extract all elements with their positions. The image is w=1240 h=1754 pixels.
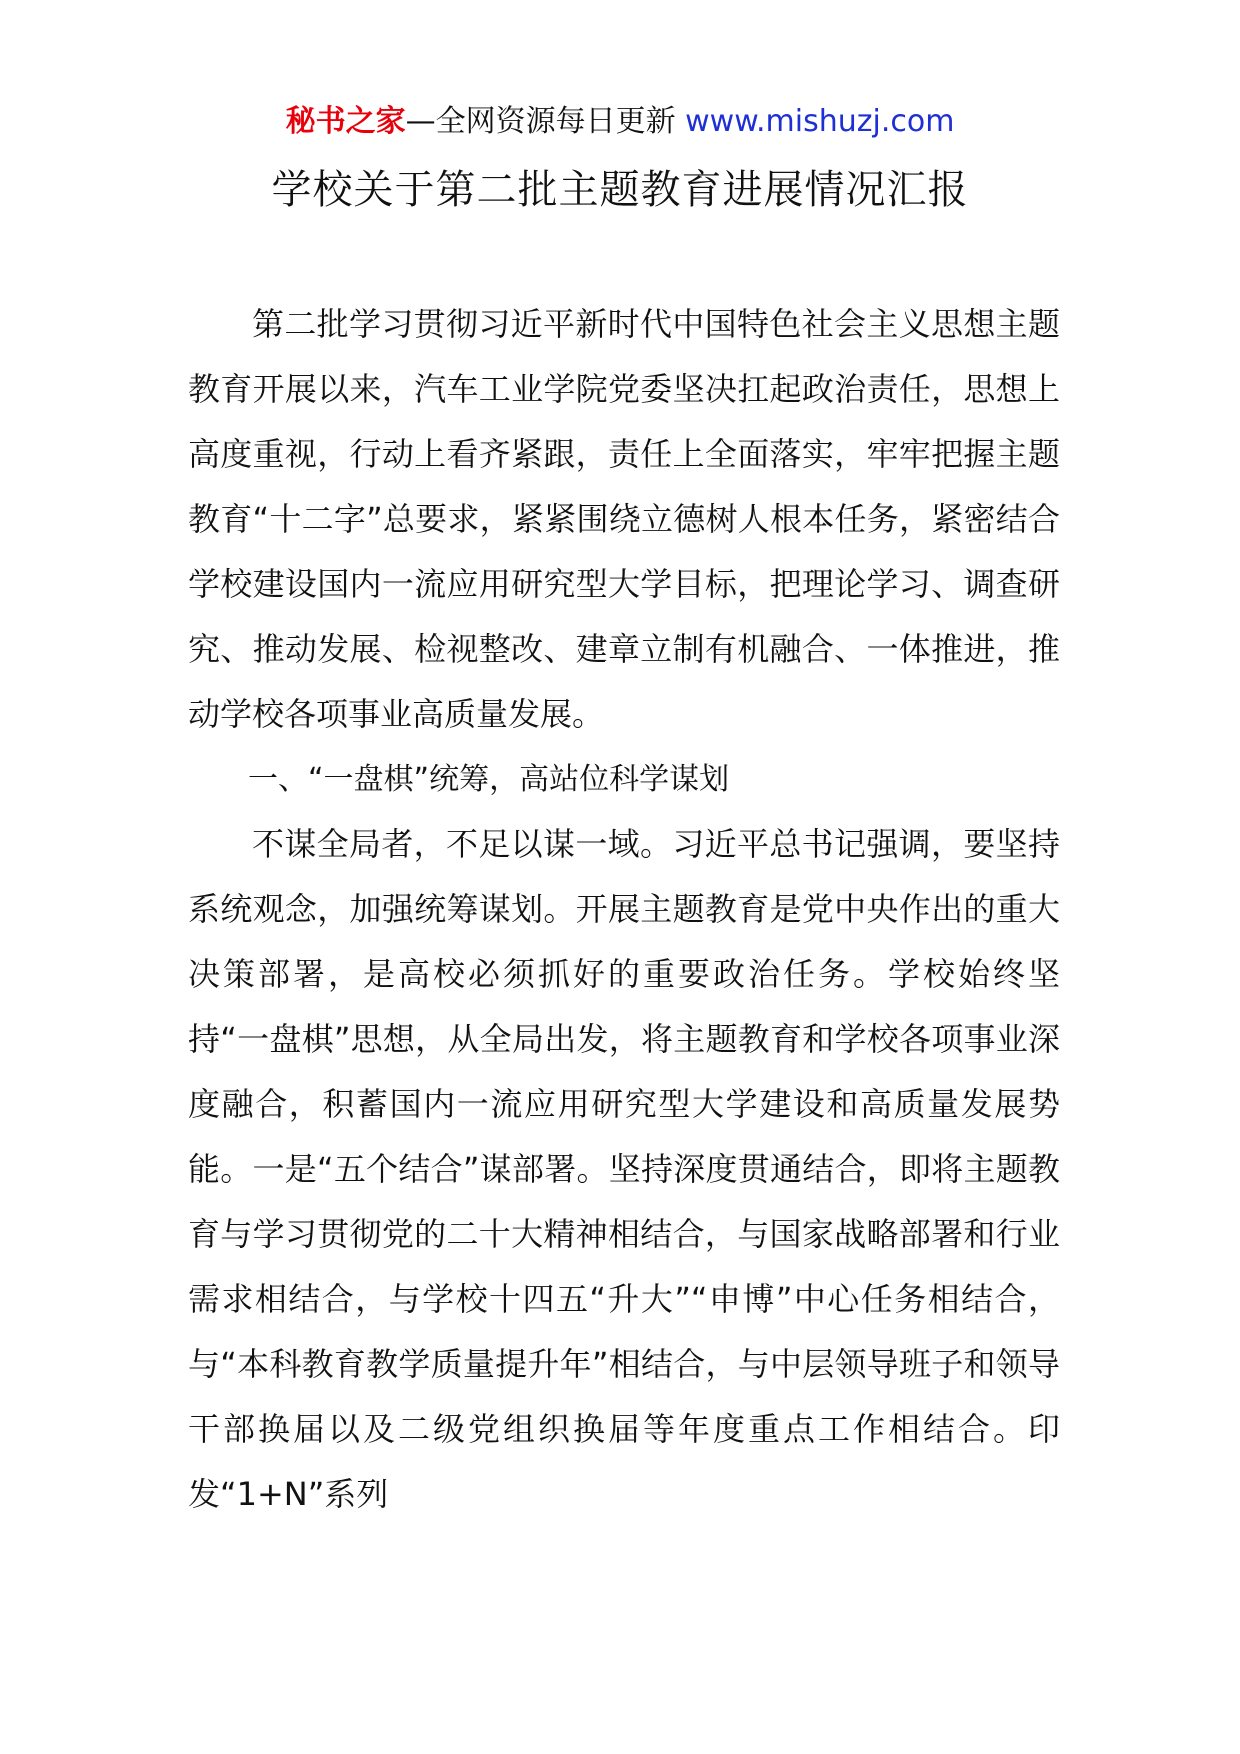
paragraph-intro: 第二批学习贯彻习近平新时代中国特色社会主义思想主题教育开展以来，汽车工业学院党委坚决扛起政治责任，思想上高度重视，行动上看齐紧跟，责任上全面落实，牢牢把握主题教育“十二字”总要求，紧紧围绕立德树人根本任务，紧密结合学校建设国内一流应用研究型大学目标，把理论学习、调查研究、推动发展、检视整改、建章立制有机融合、一体推进，推动学校各项事业高质量发展。 <box>188 305 1060 733</box>
site-url-link[interactable]: www.mishuzj.com <box>685 104 955 139</box>
header-slogan: —全网资源每日更新 <box>405 104 676 139</box>
document-title: 学校关于第二批主题教育进展情况汇报 <box>271 167 969 213</box>
section-heading-1: 一、“一盘棋”统筹，高站位科学谋划 <box>248 762 730 797</box>
paragraph-section-1: 不谋全局者，不足以谋一域。习近平总书记强调，要坚持系统观念，加强统筹谋划。开展主题教育是党中央作出的重大决策部署，是高校必须抓好的重要政治任务。学校始终坚持“一盘棋”思想，从全局出发，将主题教育和学校各项事业深度融合，积蓄国内一流应用研究型大学建设和高质量发展势能。一是“五个结合”谋部署。坚持深度贯通结合，即将主题教育与学习贯彻党的二十大精神相结合，与国家战略部署和行业需求相结合，与学校十四五“升大”“申博”中心任务相结合，与“本科教育教学质量提升年”相结合，与中层领导班子和领导干部换届以及二级党组织换届等年度重点工作相结合。印发“1+N”系列 <box>188 825 1060 1513</box>
document-body <box>188 292 1060 1527</box>
brand-name: 秘书之家 <box>285 104 406 139</box>
site-header <box>0 102 1240 142</box>
